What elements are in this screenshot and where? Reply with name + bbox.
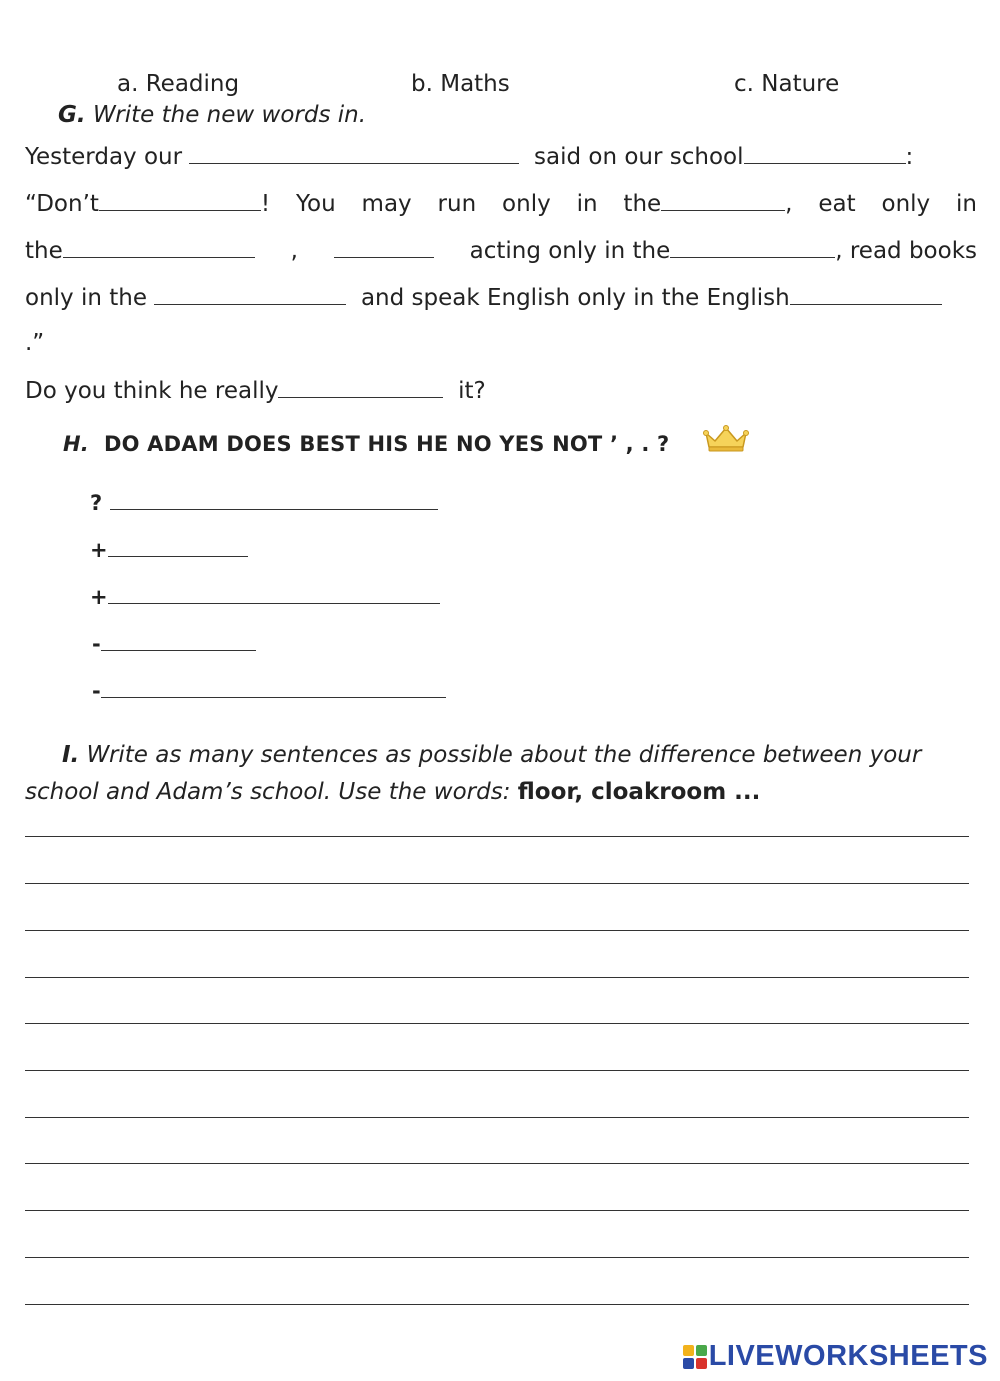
writing-line[interactable] bbox=[25, 1070, 969, 1071]
g-text: it? bbox=[458, 378, 486, 404]
crown-icon bbox=[703, 425, 749, 453]
g-text: ! bbox=[260, 191, 271, 217]
blank-field[interactable] bbox=[63, 235, 255, 258]
writing-line[interactable] bbox=[25, 977, 969, 978]
answer-blank[interactable] bbox=[108, 534, 248, 557]
section-h-letter: H. bbox=[63, 432, 89, 456]
blank-field[interactable] bbox=[334, 235, 434, 258]
blank-field[interactable] bbox=[744, 141, 906, 164]
blank-field[interactable] bbox=[278, 375, 443, 398]
answer-marker: + bbox=[90, 538, 108, 562]
g-text: You bbox=[296, 191, 336, 217]
g-text: only in the bbox=[25, 285, 147, 311]
logo-mark-icon bbox=[683, 1345, 707, 1369]
g-text: and speak English only in the English bbox=[360, 285, 790, 311]
g-text: only bbox=[502, 191, 551, 217]
answer-marker: + bbox=[90, 585, 108, 609]
blank-field[interactable] bbox=[661, 188, 785, 211]
option-a: a. Reading bbox=[117, 71, 240, 97]
writing-line[interactable] bbox=[25, 1210, 969, 1211]
blank-field[interactable] bbox=[154, 282, 346, 305]
g-text: said on our school bbox=[534, 144, 744, 170]
answer-blank[interactable] bbox=[110, 487, 438, 510]
g-text: the bbox=[623, 191, 662, 217]
section-i-letter: I. bbox=[62, 742, 80, 768]
blank-field[interactable] bbox=[670, 235, 835, 258]
g-text: : bbox=[905, 144, 914, 170]
g-line-1 bbox=[25, 141, 913, 172]
answer-row-3 bbox=[90, 581, 440, 609]
section-g-heading bbox=[58, 100, 366, 130]
blank-field[interactable] bbox=[189, 141, 519, 164]
g-text: only bbox=[881, 191, 931, 217]
writing-line[interactable] bbox=[25, 930, 969, 931]
section-i-keywords: floor, cloakroom ... bbox=[517, 779, 761, 805]
answer-marker: ? bbox=[90, 491, 103, 515]
option-c: c. Nature bbox=[734, 71, 840, 97]
writing-line[interactable] bbox=[25, 1023, 969, 1024]
blank-field[interactable] bbox=[99, 188, 261, 211]
g-text: , bbox=[290, 238, 298, 264]
logo-text: LIVEWORKSHEETS bbox=[708, 1340, 988, 1372]
section-h-words: DO ADAM DOES BEST HIS HE NO YES NOT ’ , . ? bbox=[103, 432, 670, 456]
section-i-instruction-2 bbox=[25, 777, 760, 807]
g-text: in bbox=[576, 191, 598, 217]
writing-line[interactable] bbox=[25, 1163, 969, 1164]
section-i-text: school and Adam’s school. Use the words: bbox=[25, 779, 518, 805]
g-text: “Don’t bbox=[25, 191, 99, 217]
section-g-letter: G. bbox=[58, 102, 86, 128]
answer-blank[interactable] bbox=[108, 581, 440, 604]
answer-blank[interactable] bbox=[101, 628, 256, 651]
writing-line[interactable] bbox=[25, 883, 969, 884]
answer-marker: - bbox=[92, 632, 101, 656]
g-line-6 bbox=[25, 375, 486, 406]
writing-line[interactable] bbox=[25, 1117, 969, 1118]
section-i-text: Write as many sentences as possible about the difference between your bbox=[86, 742, 922, 768]
section-g-instruction: Write the new words in. bbox=[92, 102, 367, 128]
g-text: acting only in the bbox=[469, 238, 671, 264]
g-text: run bbox=[437, 191, 477, 217]
g-text: eat bbox=[818, 191, 856, 217]
g-text: Yesterday our bbox=[25, 144, 183, 170]
g-text: the bbox=[25, 238, 63, 264]
answer-row-4 bbox=[92, 628, 256, 656]
writing-line[interactable] bbox=[25, 1257, 969, 1258]
answer-row-1 bbox=[90, 487, 438, 515]
writing-line[interactable] bbox=[25, 1304, 969, 1305]
section-i-instruction-1 bbox=[62, 740, 921, 770]
g-text: in bbox=[956, 191, 977, 217]
g-line-2 bbox=[25, 188, 977, 219]
answer-marker: - bbox=[92, 679, 101, 703]
g-text: may bbox=[361, 191, 412, 217]
answer-blank[interactable] bbox=[101, 675, 446, 698]
g-line-5: .” bbox=[25, 330, 45, 356]
section-h-heading bbox=[63, 432, 669, 456]
g-line-3 bbox=[25, 235, 977, 266]
g-text: Do you think he really bbox=[25, 378, 279, 404]
answer-row-2 bbox=[90, 534, 248, 562]
writing-line[interactable] bbox=[25, 836, 969, 837]
liveworksheets-logo bbox=[683, 1340, 988, 1373]
blank-field[interactable] bbox=[790, 282, 942, 305]
option-b: b. Maths bbox=[411, 71, 510, 97]
g-text: , read books bbox=[835, 238, 977, 264]
answer-row-5 bbox=[92, 675, 446, 703]
g-line-4 bbox=[25, 282, 942, 313]
g-text: , bbox=[785, 191, 793, 217]
